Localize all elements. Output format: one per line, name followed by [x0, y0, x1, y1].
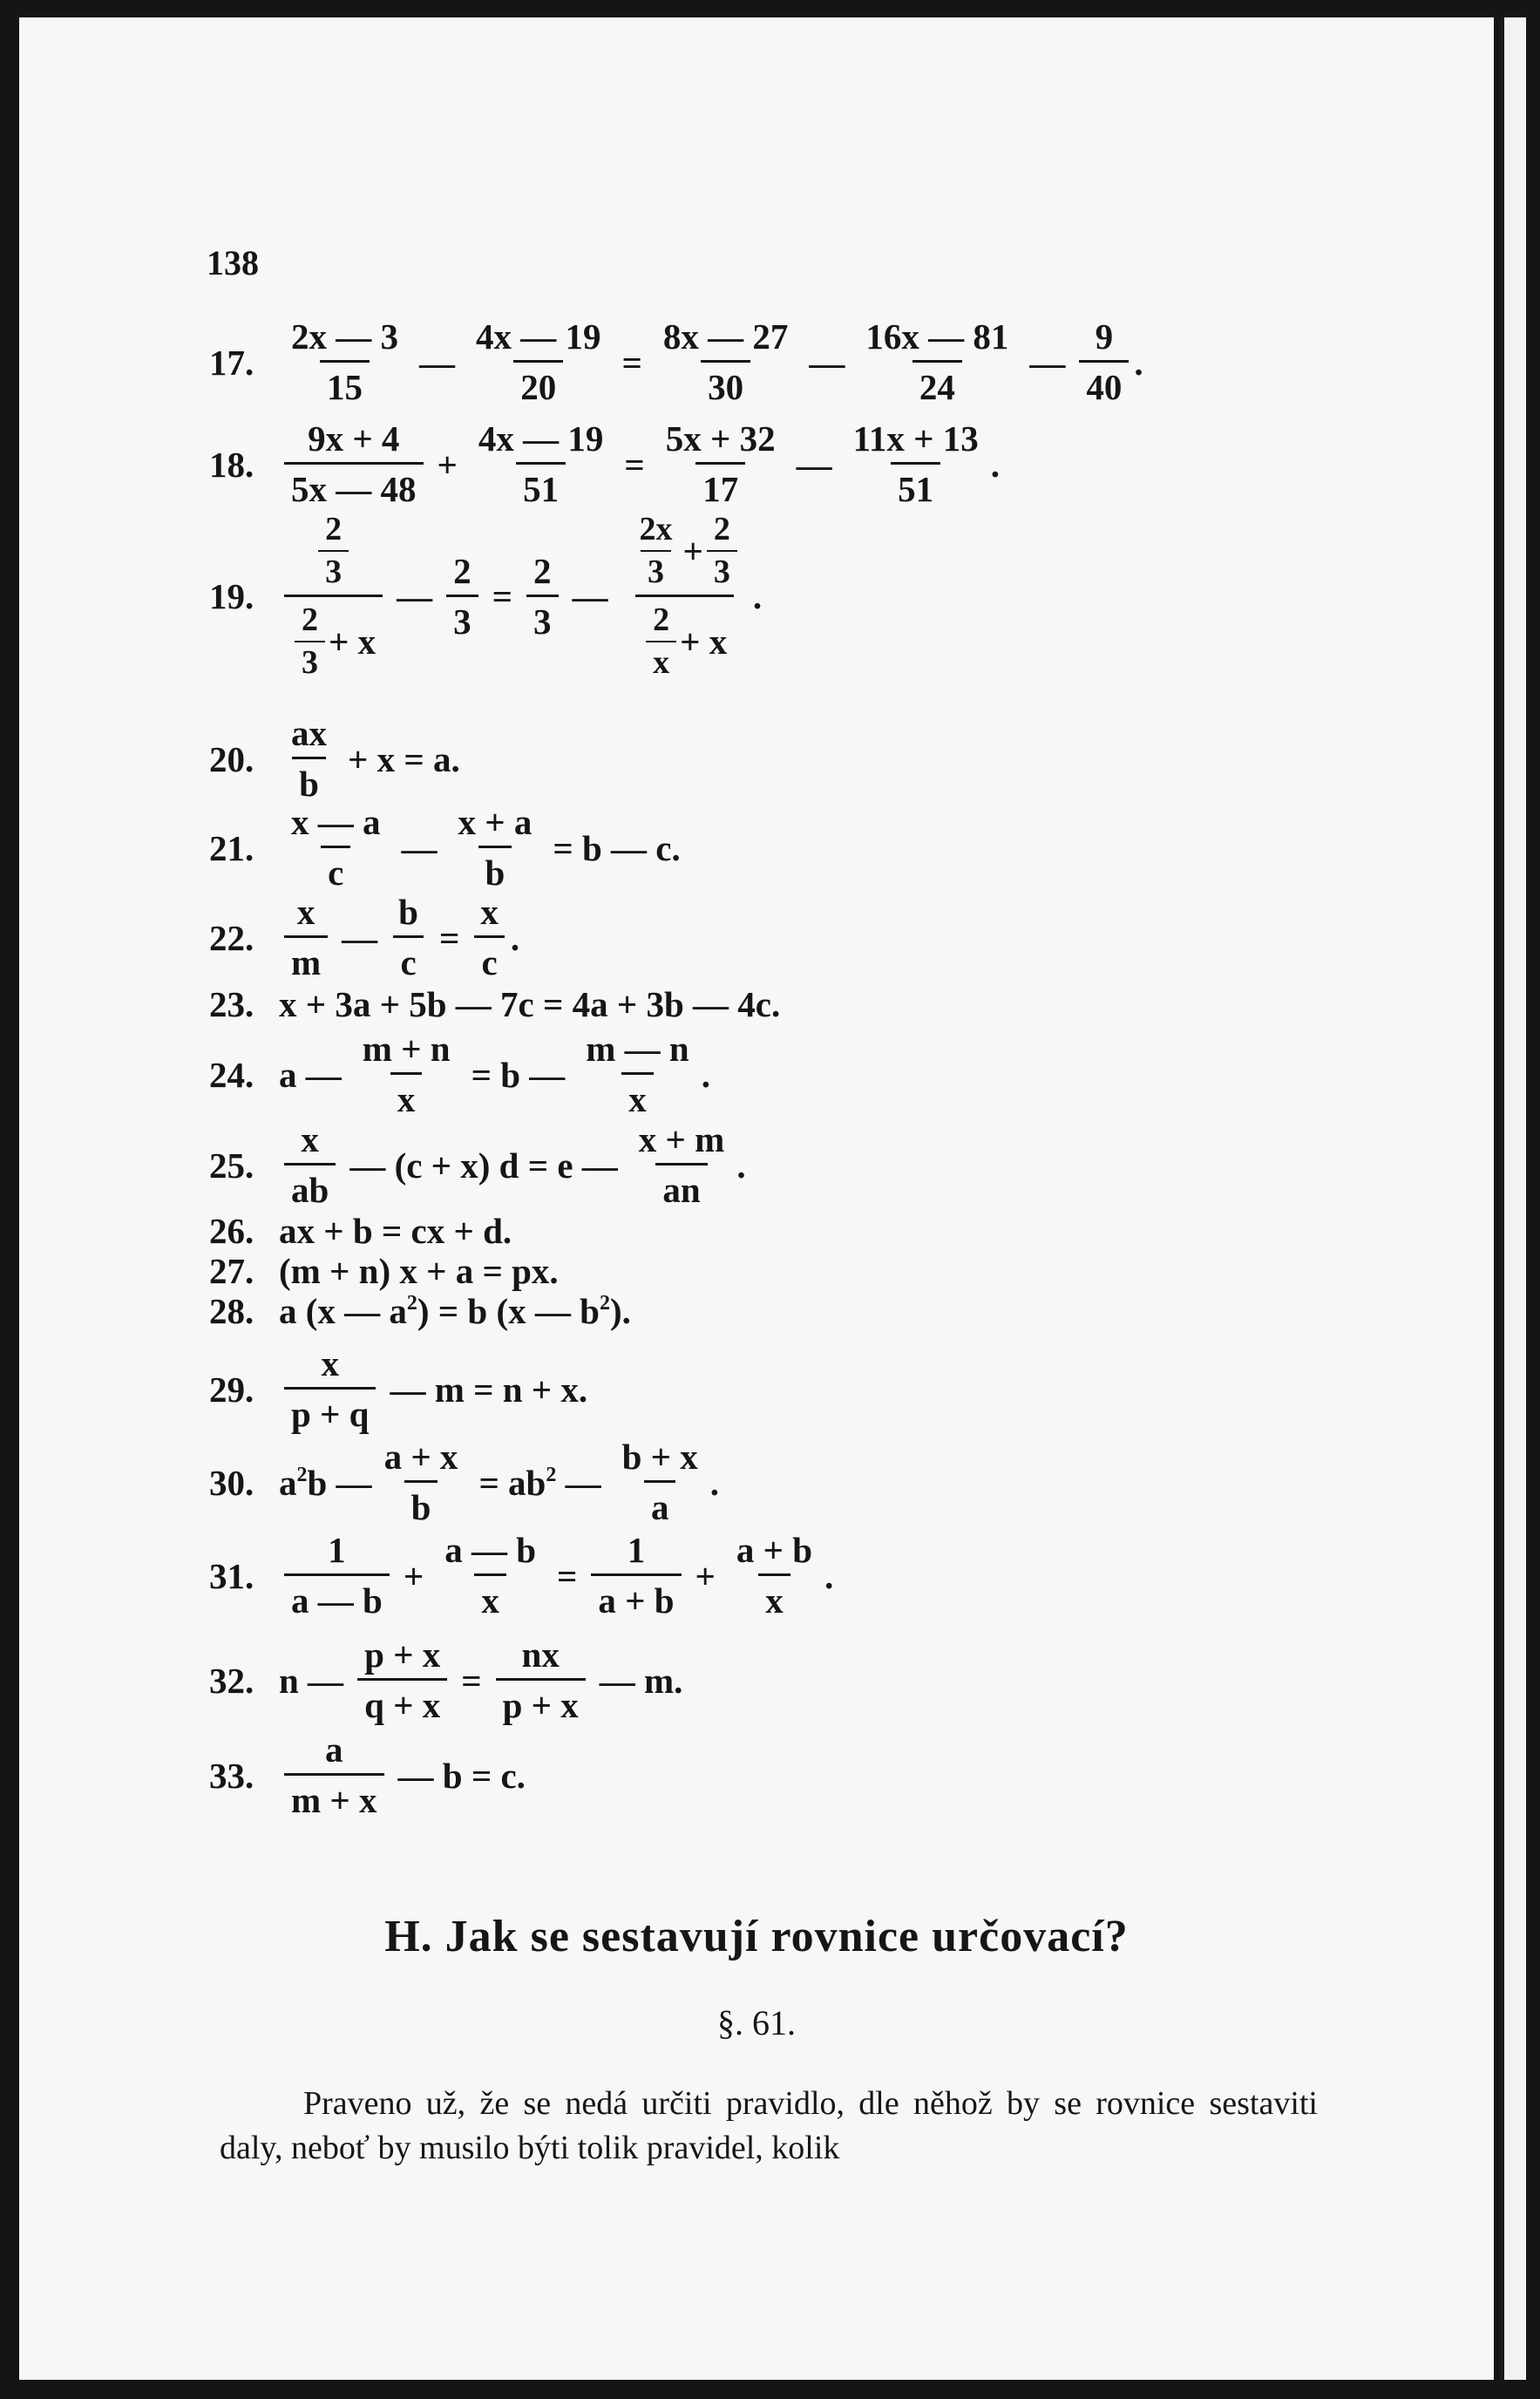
exercise-number: 30.: [209, 1462, 254, 1503]
exercise-23: 23. x + 3a + 5b — 7c = 4a + 3b — 4c.: [209, 984, 781, 1024]
exercise-30: 30. $a^2b$ — $\frac{a + x}{b}$ = $ab^2$ — $\frac{b + x}{a}$ .: [209, 1437, 720, 1528]
fraction: $\frac{m — n}{x}$: [586, 1029, 689, 1120]
fraction: $\frac{p + x}{q + x}$: [357, 1636, 447, 1724]
exercise-22: 22. $\frac{x}{m}$ — $\frac{b}{c}$ = $\frac{x}{c}$ .: [209, 892, 520, 983]
exercise-number: 20.: [209, 738, 254, 779]
fraction: $\frac{4x — 19}{51}$: [478, 418, 604, 510]
exercise-number: 31.: [209, 1555, 254, 1596]
fraction: $\frac{2}{3}$: [707, 513, 737, 590]
fraction: $\frac{a — b}{x}$: [444, 1530, 536, 1621]
exercise-number: 33.: [209, 1755, 254, 1796]
fraction: $\frac{1}{a — b}$: [284, 1532, 390, 1620]
fraction: $\frac{1}{a + b}$: [591, 1532, 681, 1620]
fraction: $\frac{5x + 32}{17}$: [665, 418, 776, 510]
exercise-28: 28. a (x — $a^2) = b$ (x — $b^2$).: [209, 1291, 631, 1331]
page-number: 138: [207, 243, 259, 282]
exercise-18: 18. $\frac{9x + 4}{5x — 48}$ + $\frac{4x — 19}{51}$ = $\frac{5x + 32}{17}$ — $\frac{11x + 13}{51}$ .: [209, 418, 1000, 510]
fraction: $\frac{x + a}{b}$: [458, 802, 533, 894]
exercise-31: 31. $\frac{1}{a — b}$ + $\frac{a — b}{x}$ = $\frac{1}{a + b}$ + $\frac{a + b}{x}$ .: [209, 1530, 834, 1621]
fraction: $\frac{9x + 4}{5x — 48}$: [284, 420, 424, 508]
fraction: $\frac{a + b}{x}$: [736, 1530, 813, 1621]
exercise-26: 26. ax + b = cx + d.: [209, 1211, 512, 1251]
fraction: $\frac{2x — 3}{15}$: [291, 316, 398, 408]
exercise-17: 17. $\frac{2x — 3}{15}$ — $\frac{4x — 19}{20}$ = $\frac{8x — 27}{30}$ — $\frac{16x — 81}{24}$ — $\frac{9}{40}$ .: [209, 316, 1143, 408]
exercise-33: 33. $\frac{a}{m + x}$ — b = c.: [209, 1730, 526, 1821]
fraction: $\frac{2}{3}$: [446, 553, 478, 641]
exercise-number: 29.: [209, 1369, 254, 1410]
section-heading: H. Jak se sestavují rovnice určovací?: [384, 1912, 1129, 1961]
exercise-number: 23.: [209, 984, 254, 1024]
fraction: $\frac{b + x}{a}$: [621, 1437, 698, 1528]
fraction: $\frac{2}{x}$: [646, 603, 676, 681]
exercise-24: 24. a — $\frac{m + n}{x}$ = b — $\frac{m — n}{x}$ .: [209, 1029, 710, 1120]
exercise-number: 22.: [209, 917, 254, 958]
fraction: $\frac{m + n}{x}$: [362, 1029, 451, 1120]
compound-fraction: $\frac{2}{3}$ $\frac{2}{3}$ + x: [284, 513, 383, 681]
exercise-32: 32. n — $\frac{p + x}{q + x}$ = $\frac{nx}{p + x}$ — m.: [209, 1634, 683, 1726]
fraction: $\frac{x}{ab}$: [284, 1121, 336, 1209]
fraction: $\frac{x}{c}$: [473, 894, 505, 982]
fraction: $\frac{9}{40}$: [1079, 318, 1129, 406]
exercise-number: 19.: [209, 576, 254, 617]
compound-fraction: $\frac{2x}{3}$ + $\frac{2}{3}$ $\frac{2}{x}$ + x: [622, 513, 748, 681]
exercise-20: 20. $\frac{ax}{b}$ + x = a.: [209, 713, 460, 805]
section-number: §. 61.: [717, 2003, 796, 2042]
exercise-number: 32.: [209, 1660, 254, 1701]
fraction: $\frac{2}{3}$: [295, 603, 325, 681]
exercise-number: 28.: [209, 1291, 254, 1331]
fraction: $\frac{8x — 27}{30}$: [662, 316, 789, 408]
fraction: $\frac{x — a}{c}$: [291, 802, 381, 894]
body-paragraph: Praveno už, že se nedá určiti pravidlo, dle něhož by se rovnice sestaviti daly, neboť by musilo býti tolik pravidel, kolik: [220, 2085, 1318, 2166]
exercise-number: 18.: [209, 444, 254, 485]
fraction: $\frac{x + m}{an}$: [638, 1119, 725, 1211]
exercise-19: 19. $\frac{2}{3}$ $\frac{2}{3}$ + x — $\frac{2}{3}$ = $\frac{2}{3}$ — $\frac{2x}{3}$ + $\frac{2}{3}$ $\frac{2}{x}$ + x .: [209, 511, 763, 681]
fraction: $\frac{11x + 13}{51}$: [852, 418, 979, 510]
exercise-29: 29. $\frac{x}{p + q}$ — m = n + x.: [209, 1343, 588, 1435]
exercise-27: 27. (m + n) x + a = px.: [209, 1251, 559, 1291]
fraction: $\frac{b}{c}$: [391, 894, 425, 982]
adjacent-page-edge: [1499, 17, 1526, 2380]
exercise-number: 26.: [209, 1211, 254, 1251]
exercise-number: 25.: [209, 1145, 254, 1186]
fraction: $\frac{2x}{3}$: [639, 511, 673, 590]
book-page: [19, 17, 1494, 2380]
exercise-number: 17.: [209, 342, 254, 383]
fraction: $\frac{x}{p + q}$: [284, 1345, 376, 1433]
fraction: $\frac{a}{m + x}$: [284, 1731, 384, 1819]
fraction: $\frac{a + x}{b}$: [383, 1437, 458, 1528]
exercise-25: 25. $\frac{x}{ab}$ — (c + x) d = e — $\frac{x + m}{an}$ .: [209, 1119, 746, 1211]
fraction: $\frac{16x — 81}{24}$: [865, 316, 1009, 408]
fraction: $\frac{4x — 19}{20}$: [476, 316, 601, 408]
fraction: $\frac{nx}{p + x}$: [496, 1636, 586, 1724]
exercise-number: 27.: [209, 1251, 254, 1291]
exercise-number: 21.: [209, 827, 254, 868]
fraction: $\frac{x}{m}$: [284, 894, 328, 982]
fraction: $\frac{2}{3}$: [318, 513, 349, 590]
fraction: $\frac{ax}{b}$: [291, 713, 327, 805]
exercise-number: 24.: [209, 1054, 254, 1095]
fraction: $\frac{2}{3}$: [526, 553, 559, 641]
exercise-21: 21. $\frac{x — a}{c}$ — $\frac{x + a}{b}$ = b — c.: [209, 802, 681, 894]
